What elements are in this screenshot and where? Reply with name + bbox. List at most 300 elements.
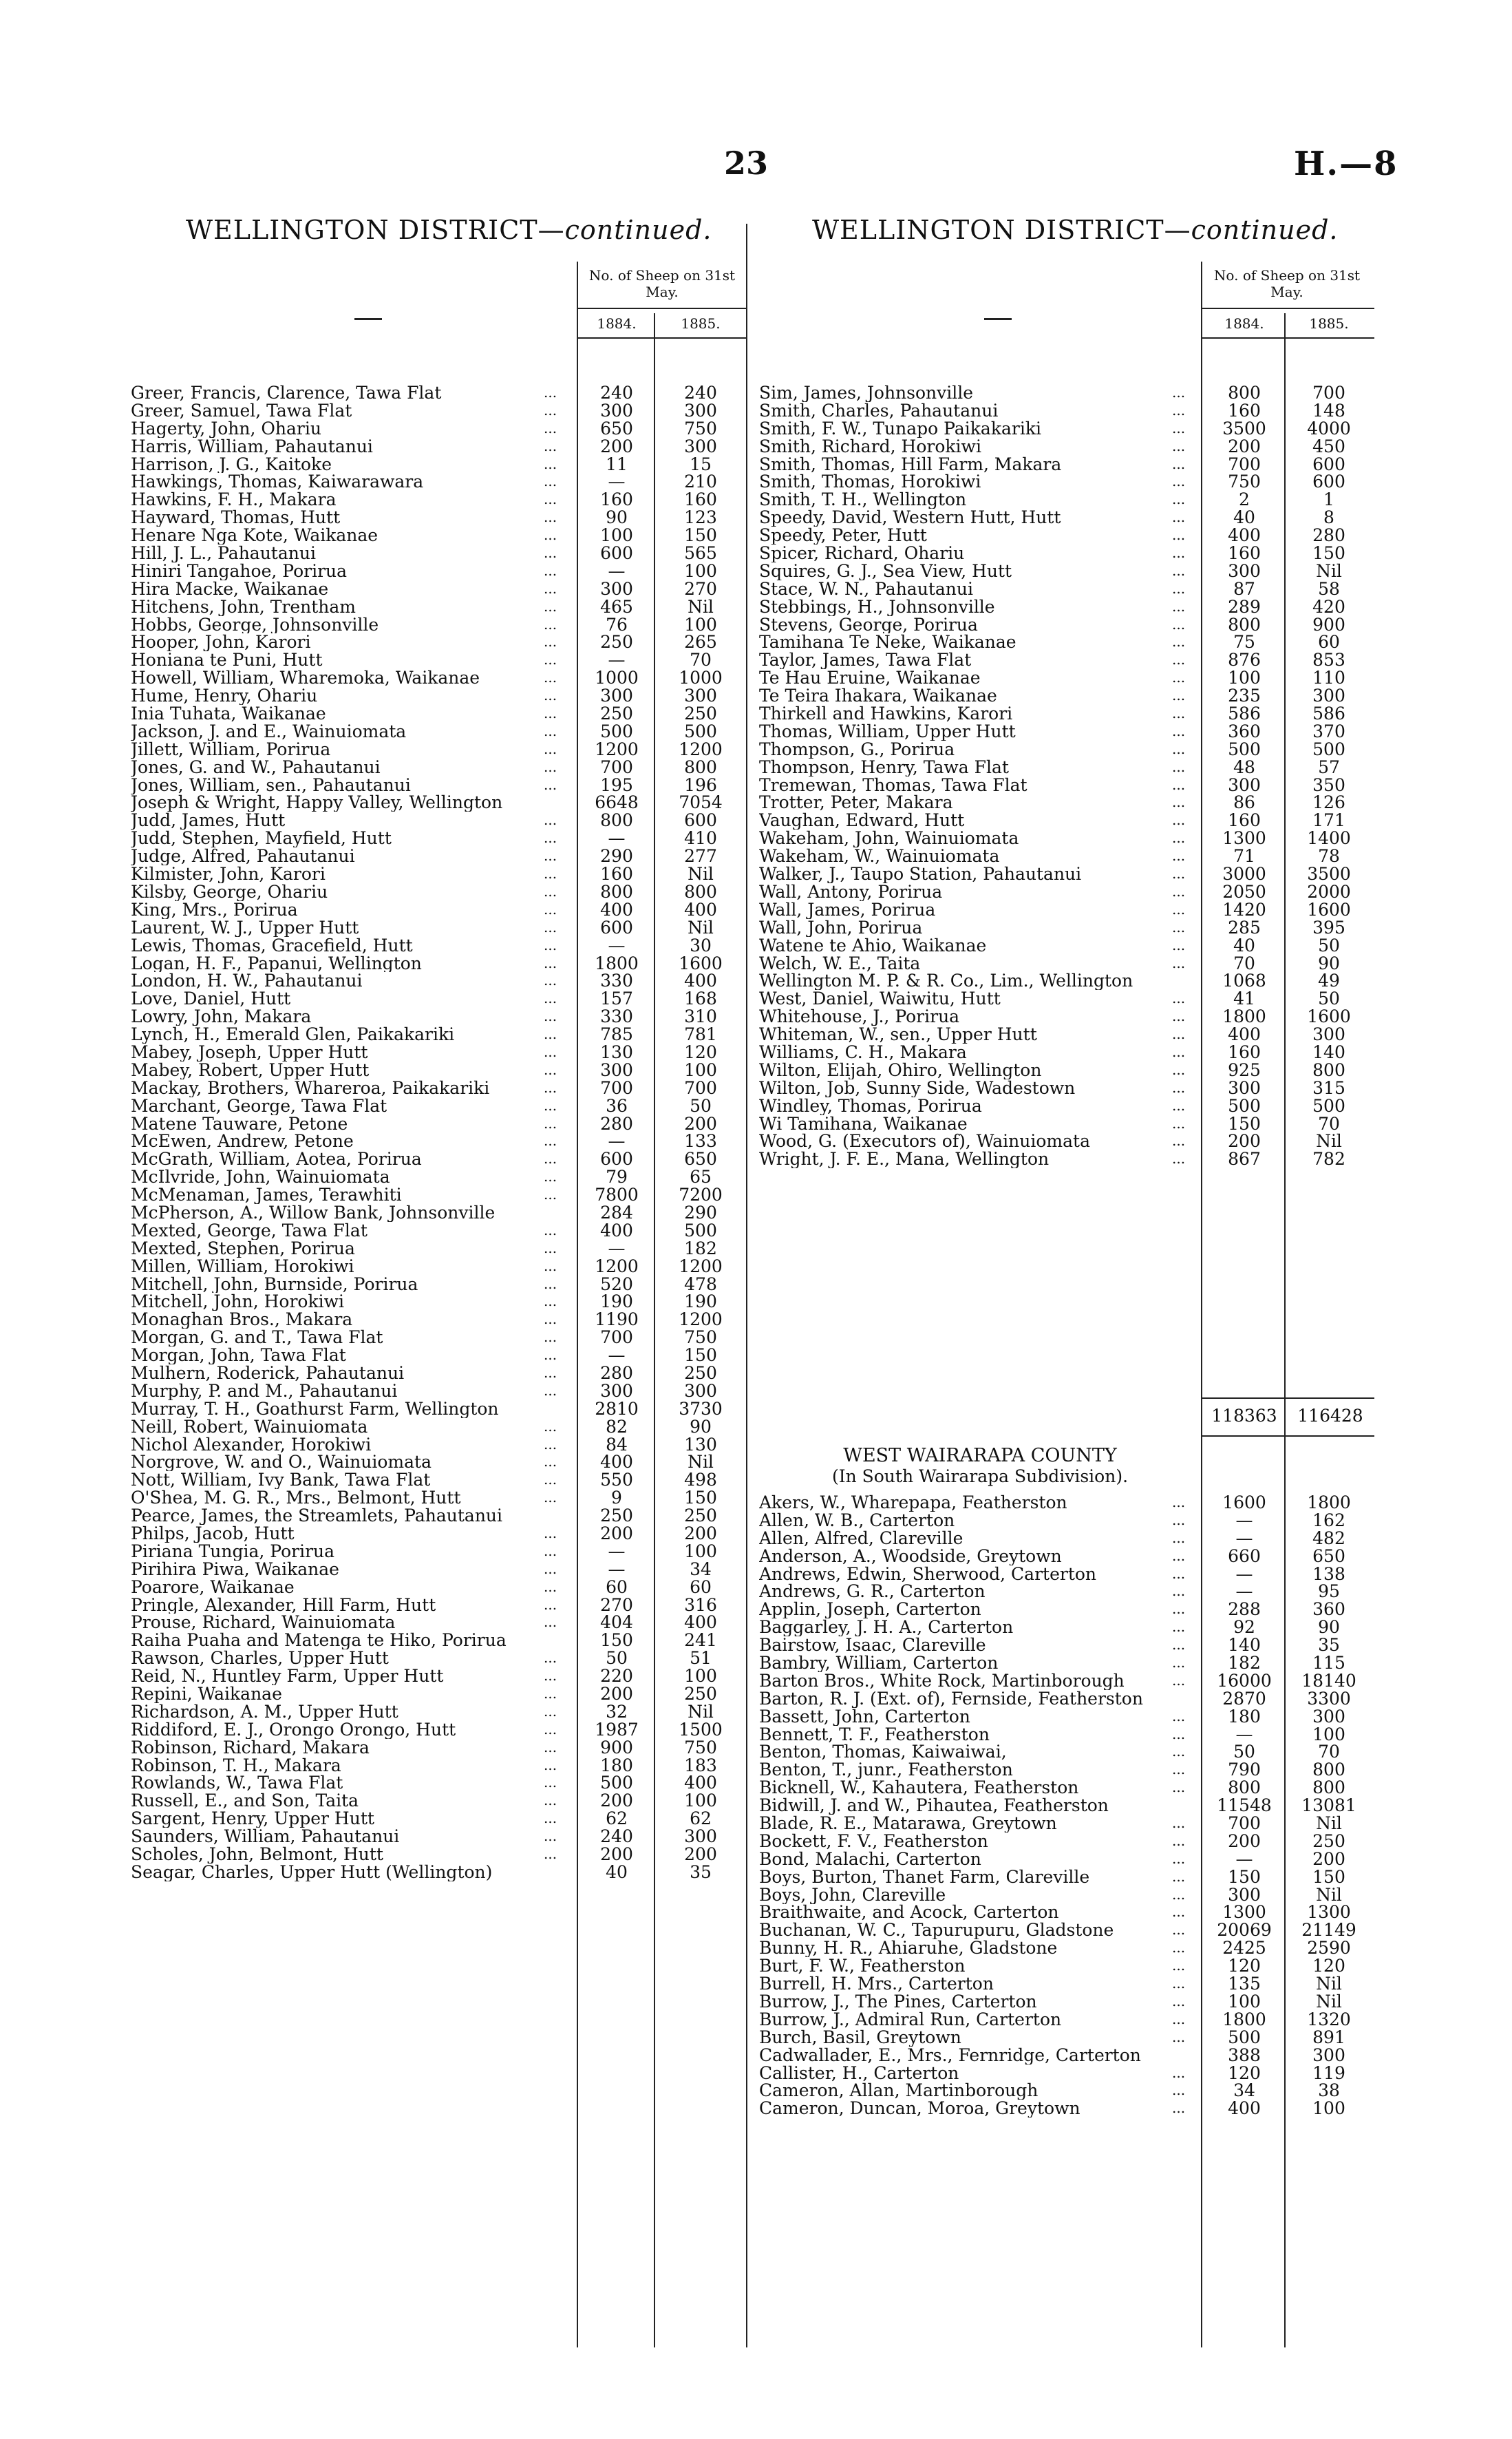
leader-dots: ... <box>544 1293 557 1310</box>
sheep-1884: 75 <box>1233 632 1255 653</box>
sheep-1885: 100 <box>1312 1724 1345 1744</box>
right-heading-title: WELLINGTON DISTRICT— <box>812 215 1191 245</box>
sheep-1885: 138 <box>1312 1563 1345 1584</box>
leader-dots: ... <box>544 545 557 562</box>
leader-dots: ... <box>1172 2064 1186 2081</box>
table-row <box>131 1561 746 1579</box>
table-row <box>131 1258 746 1276</box>
sheep-1884: 2 <box>1239 489 1250 510</box>
sheep-1884: 87 <box>1233 578 1255 599</box>
sheep-1885: 700 <box>1312 383 1345 403</box>
sheep-1885: 57 <box>1318 757 1340 777</box>
table-row <box>759 1726 1374 1744</box>
leader-dots: ... <box>544 1435 557 1453</box>
sheep-1884: 160 <box>1228 810 1261 831</box>
table-row <box>131 1632 746 1649</box>
owner-name: Jones, William, sen., Pahautanui <box>131 776 411 794</box>
owner-name: Harris, William, Pahautanui <box>131 437 373 456</box>
leader-dots: ... <box>544 1026 557 1043</box>
owner-name: Benton, Thomas, Kaiwaiwai, <box>759 1743 1007 1762</box>
owner-name: Pirihira Piwa, Waikanae <box>131 1560 339 1579</box>
table-row <box>131 1757 746 1775</box>
leader-dots: ... <box>1172 687 1186 704</box>
sheep-1884: 150 <box>1228 1866 1261 1887</box>
owner-name: Smith, F. W., Tunapo Paikakariki <box>759 419 1041 438</box>
sheep-1884: 1800 <box>1222 1006 1266 1027</box>
sheep-1885: 2590 <box>1307 1938 1351 1958</box>
leader-dots: ... <box>1172 1043 1186 1060</box>
sheep-1884: 1420 <box>1222 899 1266 920</box>
sheep-1885: 1300 <box>1307 1902 1351 1923</box>
owner-name: Harrison, J. G., Kaitoke <box>131 455 332 474</box>
leader-dots: ... <box>544 1329 557 1346</box>
table-row <box>131 759 746 777</box>
sheep-1885: 420 <box>1312 596 1345 617</box>
leader-dots: ... <box>544 1043 557 1060</box>
table-row <box>759 1761 1374 1779</box>
sheep-1884: 92 <box>1233 1617 1255 1638</box>
sheep-1885: 78 <box>1318 846 1340 867</box>
sheep-1884: 867 <box>1228 1149 1261 1170</box>
owner-name: Wall, John, Porirua <box>759 918 923 937</box>
sheep-1884: 150 <box>600 1630 633 1651</box>
sheep-1885: 270 <box>684 578 717 599</box>
table-row <box>131 562 746 580</box>
table-row <box>131 1436 746 1454</box>
table-row <box>759 633 1374 651</box>
owner-name: Scholes, John, Belmont, Hutt <box>131 1846 383 1863</box>
owner-name: Philps, Jacob, Hutt <box>131 1525 295 1543</box>
sheep-1884: 100 <box>1228 668 1261 688</box>
owner-name: Mexted, George, Tawa Flat <box>131 1221 368 1240</box>
table-row <box>759 1097 1374 1115</box>
leader-dots: ... <box>1172 491 1186 508</box>
sheep-1885: 400 <box>684 971 717 991</box>
leader-dots: ... <box>544 918 557 936</box>
table-row <box>131 723 746 741</box>
sheep-1884: — <box>608 1238 626 1258</box>
table-row <box>131 1739 746 1757</box>
table-row <box>131 1222 746 1240</box>
sheep-1884: 60 <box>606 1576 628 1597</box>
owner-name: Stebbings, H., Johnsonville <box>759 598 995 616</box>
owner-name: Bambry, William, Carterton <box>759 1654 999 1672</box>
sheep-1884: 40 <box>1233 935 1255 955</box>
sheep-1885: 183 <box>684 1755 717 1775</box>
owner-name: Anderson, A., Woodside, Greytown <box>759 1547 1062 1565</box>
sheep-1884: 220 <box>600 1666 633 1687</box>
sheep-1884: 800 <box>600 881 633 902</box>
sheep-1884: — <box>608 650 626 671</box>
leader-dots: ... <box>544 491 557 508</box>
sheep-1885: 350 <box>1312 774 1345 795</box>
owner-name: Pringle, Alexander, Hill Farm, Hutt <box>131 1596 436 1614</box>
sheep-1885: Nil <box>1316 1974 1342 1994</box>
sheep-1885: 100 <box>684 560 717 581</box>
sheep-1885: 160 <box>684 489 717 510</box>
table-row <box>131 883 746 901</box>
sheep-1884: — <box>1235 1510 1253 1530</box>
leader-dots: ... <box>1172 384 1186 401</box>
table-row <box>759 1636 1374 1654</box>
leader-dots: ... <box>1172 1494 1186 1510</box>
sheep-1884: 120 <box>1228 2062 1261 2083</box>
sheep-1884: — <box>608 472 626 492</box>
table-row <box>131 1150 746 1168</box>
left-year-1884: 1884. <box>597 315 637 332</box>
table-row <box>131 865 746 883</box>
table-row <box>131 937 746 955</box>
sheep-1885: 34 <box>690 1559 712 1579</box>
table-row <box>131 1471 746 1489</box>
sheep-1884: 200 <box>1228 1830 1261 1851</box>
sheep-1885: 120 <box>684 1042 717 1062</box>
leader-dots: ... <box>1172 776 1186 793</box>
sheep-1885: 600 <box>1312 454 1345 474</box>
sheep-1885: 120 <box>1312 1956 1345 1976</box>
leader-dots: ... <box>544 562 557 579</box>
leader-dots: ... <box>544 972 557 989</box>
leader-dots: ... <box>1172 900 1186 918</box>
table-row <box>759 774 1374 795</box>
leader-dots: ... <box>544 1774 557 1791</box>
owner-name: Boys, Burton, Thanet Farm, Clareville <box>759 1868 1090 1886</box>
leader-dots: ... <box>1172 545 1186 562</box>
owner-name: Henare Nga Kote, Waikanae <box>131 527 379 545</box>
table-row <box>131 456 746 474</box>
sheep-1884: 700 <box>1228 454 1261 474</box>
sheep-1885: 49 <box>1318 971 1340 991</box>
table-row <box>759 527 1374 545</box>
table-row <box>759 580 1374 598</box>
table-row <box>131 402 746 420</box>
left-table-body <box>131 384 746 1881</box>
sheep-1885: 400 <box>684 899 717 920</box>
sheep-1885: 1600 <box>1307 899 1351 920</box>
owner-name: McGrath, William, Aotea, Porirua <box>131 1150 422 1169</box>
sheep-1884: 750 <box>1228 472 1261 492</box>
sheep-1884: 600 <box>600 543 633 564</box>
sheep-1885: 150 <box>684 525 717 546</box>
sheep-1884: 2810 <box>595 1398 639 1419</box>
leader-dots: ... <box>1172 740 1186 757</box>
owner-name: Hume, Henry, Ohariu <box>131 687 318 706</box>
owner-name: Seagar, Charles, Upper Hutt (Wellington) <box>131 1863 493 1881</box>
sheep-1885: 410 <box>684 828 717 849</box>
table-row <box>131 1276 746 1294</box>
leader-dots: ... <box>544 1257 557 1274</box>
sheep-1885: 280 <box>1312 525 1345 546</box>
leader-dots: ... <box>1172 1654 1186 1671</box>
sheep-1884: 160 <box>1228 400 1261 421</box>
sheep-1885: 478 <box>684 1274 717 1294</box>
sheep-1885: 1320 <box>1307 2009 1351 2029</box>
table-row <box>131 812 746 830</box>
leader-dots: ... <box>544 1756 557 1773</box>
sheep-1885: 300 <box>684 400 717 421</box>
table-row <box>131 1079 746 1097</box>
table-row <box>759 456 1374 474</box>
owner-name: Bairstow, Isaac, Clareville <box>759 1636 986 1655</box>
sheep-1885: 500 <box>1312 739 1345 759</box>
table-row <box>759 1545 1374 1566</box>
owner-name: Speedy, Peter, Hutt <box>759 527 927 545</box>
leader-dots: ... <box>544 1542 557 1559</box>
owner-name: Wellington M. P. & R. Co., Lim., Wellington <box>759 972 1133 991</box>
sheep-1884: 330 <box>600 1006 633 1027</box>
sheep-1885: 853 <box>1312 650 1345 671</box>
leader-dots: ... <box>544 1720 557 1738</box>
leader-dots: ... <box>544 1382 557 1399</box>
owner-name: Burch, Basil, Greytown <box>759 2028 961 2047</box>
sheep-1884: 1200 <box>595 1256 639 1276</box>
leader-dots: ... <box>1172 918 1186 936</box>
sheep-1884: 500 <box>600 1773 633 1793</box>
leader-dots: ... <box>544 1347 557 1364</box>
table-row <box>131 705 746 723</box>
table-row <box>759 1868 1374 1886</box>
table-row <box>131 420 746 438</box>
table-row <box>759 562 1374 580</box>
leader-dots: ... <box>544 1061 557 1078</box>
sheep-1885: Nil <box>1316 1884 1342 1905</box>
owner-name: Blade, R. E., Matarawa, Greytown <box>759 1815 1057 1833</box>
leader-dots: ... <box>1172 509 1186 526</box>
table-row <box>131 527 746 545</box>
table-row <box>759 2011 1374 2029</box>
owner-name: Burrow, J., The Pines, Carterton <box>759 1992 1037 2011</box>
sheep-1885: 13081 <box>1301 1795 1356 1816</box>
sheep-1885: 51 <box>690 1648 712 1669</box>
leader-dots: ... <box>1172 954 1186 971</box>
leader-dots: ... <box>1172 419 1186 436</box>
owner-name: Burt, F. W., Featherston <box>759 1957 966 1976</box>
sheep-1884: 550 <box>600 1470 633 1490</box>
table-row <box>759 1079 1374 1097</box>
right-blank-header <box>984 318 1012 320</box>
sheep-1884: 86 <box>1233 792 1255 813</box>
leader-dots: ... <box>544 1471 557 1488</box>
sheep-1885: 891 <box>1312 2027 1345 2047</box>
owner-name: Raiha Puaha and Matenga te Hiko, Porirua <box>131 1632 507 1650</box>
sheep-1885: 115 <box>1312 1653 1345 1673</box>
owner-name: Taylor, James, Tawa Flat <box>759 651 972 670</box>
sheep-1884: 300 <box>1228 560 1261 581</box>
sheep-1885: 150 <box>684 1488 717 1508</box>
owner-name: Hawkins, F. H., Makara <box>131 491 337 509</box>
owner-name: Thompson, Henry, Tawa Flat <box>759 758 1009 777</box>
owner-name: Wall, Antony, Porirua <box>759 883 943 901</box>
sheep-1884: 32 <box>606 1701 628 1722</box>
sheep-1885: Nil <box>688 917 714 938</box>
table-row <box>759 438 1374 456</box>
sheep-1885: 200 <box>684 1523 717 1543</box>
sheep-1885: Nil <box>1316 1813 1342 1834</box>
sheep-1884: 100 <box>600 525 633 546</box>
table-row <box>131 1329 746 1347</box>
owner-name: Joseph & Wright, Happy Valley, Wellington <box>131 794 503 812</box>
owner-name: Hooper, John, Karori <box>131 633 311 652</box>
left-header-rule-2 <box>578 337 746 339</box>
sheep-1884: 330 <box>600 971 633 991</box>
sheep-1884: 300 <box>600 1059 633 1080</box>
leader-dots: ... <box>1172 1939 1186 1956</box>
owner-name: Applin, Joseph, Carterton <box>759 1601 981 1619</box>
sheep-1884: 2870 <box>1222 1688 1266 1709</box>
table-row <box>131 1059 746 1080</box>
table-row <box>131 473 746 491</box>
owner-name: Cameron, Allan, Martinborough <box>759 2082 1039 2100</box>
owner-name: Akers, W., Wharepapa, Featherston <box>759 1494 1067 1512</box>
leader-dots: ... <box>1172 865 1186 883</box>
sheep-1884: 200 <box>600 1791 633 1811</box>
owner-name: Sim, James, Johnsonville <box>759 384 974 402</box>
sheep-1885: 498 <box>684 1470 717 1490</box>
sheep-1884: 1300 <box>1222 828 1266 849</box>
owner-name: Matene Tauware, Petone <box>131 1115 348 1133</box>
sheep-1884: 2425 <box>1222 1938 1266 1958</box>
owner-name: Monaghan Bros., Makara <box>131 1311 353 1329</box>
sheep-1885: 8 <box>1323 507 1334 528</box>
sheep-1884: 100 <box>1228 1991 1261 2012</box>
sheep-1885: Nil <box>688 1452 714 1472</box>
table-row <box>759 1779 1374 1797</box>
table-row <box>131 491 746 509</box>
owner-name: Tremewan, Thomas, Tawa Flat <box>759 776 1027 794</box>
leader-dots: ... <box>1172 883 1186 900</box>
leader-dots: ... <box>1172 1707 1186 1724</box>
left-heading <box>186 215 712 245</box>
table-row <box>759 990 1374 1008</box>
table-row <box>759 2082 1374 2100</box>
sheep-1884: 20069 <box>1217 1920 1272 1941</box>
table-row <box>131 1685 746 1703</box>
owner-name: Judd, James, Hutt <box>131 812 286 830</box>
sheep-1885: 800 <box>1312 1059 1345 1080</box>
leader-dots: ... <box>1172 936 1186 953</box>
sheep-1884: 280 <box>600 1362 633 1383</box>
right-heading-continued: continued. <box>1191 215 1339 245</box>
table-row <box>131 687 746 705</box>
owner-name: Wilton, Elijah, Ohiro, Wellington <box>759 1061 1042 1079</box>
leader-dots: ... <box>1172 758 1186 775</box>
sheep-1885: 300 <box>1312 686 1345 706</box>
sheep-1885: 70 <box>1318 1742 1340 1762</box>
sheep-1884: 284 <box>600 1202 633 1223</box>
table-row <box>131 955 746 973</box>
leader-dots: ... <box>544 883 557 900</box>
sheep-1884: 520 <box>600 1274 633 1294</box>
owner-name: Spicer, Richard, Ohariu <box>759 545 965 562</box>
owner-name: Pearce, James, the Streamlets, Pahautanui <box>131 1507 503 1525</box>
table-row <box>759 741 1374 759</box>
table-row <box>131 1382 746 1400</box>
leader-dots: ... <box>1172 705 1186 722</box>
table-row <box>131 1097 746 1115</box>
owner-name: Benton, T., junr., Featherston <box>759 1761 1013 1780</box>
sheep-1884: 250 <box>600 1506 633 1526</box>
sheep-1884: 48 <box>1233 757 1255 777</box>
leader-dots: ... <box>1172 722 1186 739</box>
sheep-1884: 500 <box>600 721 633 741</box>
sheep-1885: 4000 <box>1307 418 1351 439</box>
leader-dots: ... <box>1172 990 1186 1007</box>
table-row <box>131 741 746 759</box>
document-reference: H.—8 <box>1294 145 1398 183</box>
leader-dots: ... <box>544 1525 557 1541</box>
sheep-1884: 1987 <box>595 1719 639 1740</box>
sheep-1884: 500 <box>1228 739 1261 759</box>
table-row <box>759 2100 1374 2118</box>
owner-name: Logan, H. F., Papanui, Wellington <box>131 954 422 973</box>
owner-name: Greer, Samuel, Tawa Flat <box>131 401 352 420</box>
sheep-1884: 360 <box>1228 721 1261 741</box>
owner-name: Williams, C. H., Makara <box>759 1043 967 1062</box>
table-row <box>759 1690 1374 1708</box>
table-row <box>759 491 1374 509</box>
table-row <box>759 509 1374 527</box>
sheep-1884: 300 <box>600 578 633 599</box>
table-row <box>759 1672 1374 1690</box>
sheep-1884: 240 <box>600 1826 633 1847</box>
sheep-1885: 38 <box>1318 2080 1340 2101</box>
sheep-1885: 100 <box>684 1791 717 1811</box>
owner-name: Sargent, Henry, Upper Hutt <box>131 1810 374 1828</box>
sheep-1884: 3500 <box>1222 418 1266 439</box>
sheep-1884: 800 <box>1228 1777 1261 1798</box>
owner-name: Speedy, David, Western Hutt, Hutt <box>759 509 1061 527</box>
leader-dots: ... <box>544 1008 557 1025</box>
table-row <box>131 545 746 562</box>
sheep-1885: 171 <box>1312 810 1345 831</box>
table-row <box>759 545 1374 562</box>
leader-dots: ... <box>1172 401 1186 419</box>
sheep-1885: 100 <box>684 1666 717 1687</box>
sheep-1885: 119 <box>1312 2062 1345 2083</box>
owner-name: Laurent, W. J., Upper Hutt <box>131 918 359 937</box>
table-row <box>759 669 1374 687</box>
table-row <box>131 651 746 669</box>
leader-dots: ... <box>1172 1761 1186 1778</box>
sheep-1884: 660 <box>1228 1545 1261 1566</box>
sheep-1885: 65 <box>690 1167 712 1187</box>
owner-name: Mulhern, Roderick, Pahautanui <box>131 1364 405 1382</box>
table-row <box>131 438 746 456</box>
sheep-1885: 1600 <box>679 953 723 973</box>
table-row <box>759 1565 1374 1583</box>
leader-dots: ... <box>1172 1565 1186 1582</box>
sheep-1885: 100 <box>684 1059 717 1080</box>
sheep-1885: 70 <box>690 650 712 671</box>
table-row <box>131 794 746 812</box>
owner-name: Judge, Alfred, Pahautanui <box>131 847 355 866</box>
table-row <box>759 2047 1374 2065</box>
leader-dots: ... <box>1172 1132 1186 1150</box>
table-row <box>131 1507 746 1525</box>
leader-dots: ... <box>1172 527 1186 544</box>
leader-dots: ... <box>1172 1583 1186 1600</box>
sheep-1884: 400 <box>600 1452 633 1472</box>
sheep-1884: 300 <box>600 1380 633 1401</box>
leader-dots: ... <box>1172 1547 1186 1564</box>
leader-dots: ... <box>544 1560 557 1577</box>
left-year-1885: 1885. <box>681 315 721 332</box>
section-title: WEST WAIRARAPA COUNTY <box>843 1445 1117 1466</box>
leader-dots: ... <box>1172 2100 1186 2117</box>
leader-dots: ... <box>544 437 557 454</box>
sheep-1884: 500 <box>1228 1095 1261 1116</box>
leader-dots: ... <box>544 509 557 526</box>
